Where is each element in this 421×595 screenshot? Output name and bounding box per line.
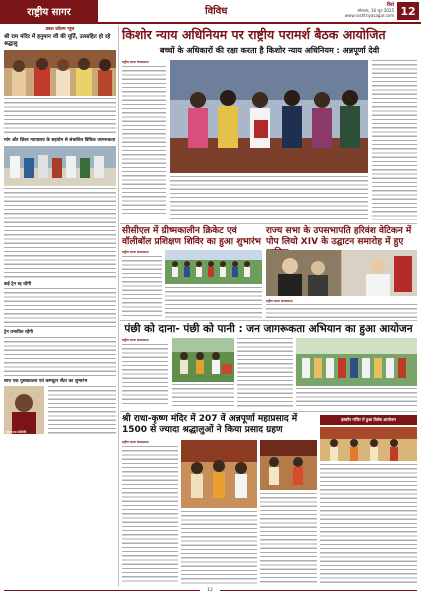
left-story-5-body: [48, 386, 116, 434]
main-story-body-1: [122, 66, 166, 216]
left-story-4-body: [4, 337, 116, 377]
birds-body-2: [172, 384, 234, 408]
main-story-photo: [170, 60, 368, 173]
page-footer: [0, 588, 421, 595]
masthead-rule: [0, 22, 421, 24]
cricket-photo: [165, 250, 262, 284]
temple-photo-1: [181, 440, 257, 508]
temple-headline-box: [122, 414, 317, 436]
section-divider: [120, 411, 417, 412]
reporter-photo: [4, 386, 44, 434]
birds-headline[interactable]: पंछी को दाना- पंछी को पानी : जन जागरूकता अभियान का हुआ आयोजन: [124, 323, 413, 335]
left-story-4-headline[interactable]: ट्रेन प्रभावित रहेंगी: [4, 330, 33, 335]
page-number-badge: 12: [397, 2, 419, 20]
column-divider: [118, 26, 119, 586]
temple-body-1: [122, 446, 178, 582]
cricket-headline[interactable]: सीसीएल में ग्रीष्मकालीन क्रिकेट एवं वॉलीबॉल प्रशिक्षण शिविर का हुआ शुभारंभ: [122, 226, 262, 247]
edition-city: रीवां: [386, 2, 394, 8]
left-story-3-body: [4, 288, 116, 328]
cricket-headline-box: [122, 226, 262, 248]
footer-page-number: 12: [200, 588, 220, 594]
main-story-body-lower: [170, 176, 368, 220]
temple-body-3: [260, 493, 317, 584]
birds-photo-1: [172, 338, 234, 382]
left-story-1-headline[interactable]: श्री राम मंदिर में हनुमान जी की मूर्ति, उत्साहित हो रहे श्रद्धालु: [4, 34, 111, 47]
section-divider: [120, 320, 417, 321]
left-story-1-photo: [4, 50, 116, 96]
left-story-2-headline[interactable]: मांग और ज़िला न्यायालय के सहयोग से संचालित विधिक जागरूकता: [4, 138, 116, 143]
left-story-3-headline[interactable]: कई ट्रेन रद्द रहेंगी: [4, 281, 32, 287]
birds-photo-2: [296, 338, 417, 386]
left-story-5-block: [4, 386, 116, 434]
main-story-body-right: [372, 60, 417, 220]
masthead: [0, 0, 421, 22]
cricket-body-1: [122, 256, 162, 316]
left-story-2-photo: [4, 146, 116, 186]
masthead-meta: [288, 3, 394, 18]
vatican-headline[interactable]: राज्य सभा के उपसभापति हरिवंश वेटिकन में पोप लियो XIV के उद्घाटन समारोह में हुए: [266, 226, 412, 247]
birds-byline: राष्ट्रीय सागर संवाददाता: [122, 338, 149, 342]
temple-side-photo: [320, 427, 417, 461]
main-headline[interactable]: किशोर न्याय अधिनियम पर राष्ट्रीय परामर्श बैठक आयोजित: [122, 27, 386, 42]
vatican-photo: [266, 250, 417, 296]
bureau-label: डबल कॉलम न्यूज: [45, 27, 75, 32]
vatican-byline: राष्ट्रीय सागर संवाददाता: [266, 299, 293, 303]
left-column: [4, 26, 116, 592]
left-story-1-body: [4, 98, 116, 136]
main-story-byline: राष्ट्रीय सागर संवाददाता: [122, 60, 149, 64]
vatican-text-block: [266, 299, 417, 318]
temple-headline[interactable]: श्री राधा-कृष्ण मंदिर में 207 वें अन्नपूर्णा महाप्रसाद में 1500 से ज्यादा श्रद्धालुओं ने किया प्रसाद ग्रहण: [122, 414, 298, 435]
website-link[interactable]: www.rashtriyasagar.com: [344, 13, 394, 18]
brand-logo[interactable]: राष्ट्रीय सागर: [0, 0, 98, 22]
birds-body-4: [296, 388, 417, 408]
temple-body-2: [181, 511, 257, 584]
section-divider: [120, 223, 417, 224]
birds-col-1: [122, 338, 168, 408]
main-subheadline: बच्चों के अधिकारों की रक्षा करता है किशोर न्याय अधिनियम : अन्नपूर्णा देवी: [159, 46, 380, 55]
reporter-name: सागर नगर प्रतिनिधि: [6, 430, 27, 434]
temple-side-body: [320, 464, 417, 584]
vatican-body: [266, 304, 417, 318]
left-story-2-body: [4, 188, 116, 280]
main-story-col-1: [122, 60, 166, 220]
section-title: विविध: [205, 6, 228, 17]
birds-body-1: [122, 344, 168, 406]
temple-col-1: [122, 440, 178, 584]
left-story-5-headline[interactable]: साथ एक पुस्तकालय एवं कम्प्यूटर सेंटर का शुभारंभ: [4, 378, 88, 384]
cricket-byline: राष्ट्रीय सागर संवाददाता: [122, 250, 149, 254]
temple-photo-2: [260, 440, 317, 490]
cricket-body-2: [165, 287, 262, 318]
edition-date: सोमवार, 16 जून 2025: [357, 8, 394, 13]
temple-byline: राष्ट्रीय सागर संवाददाता: [122, 440, 149, 444]
cricket-col-1: [122, 250, 162, 318]
temple-side-caption: इस्कॉन मन्दिर में हुआ विशेष आयोजन: [320, 415, 417, 425]
birds-body-3: [237, 338, 293, 408]
